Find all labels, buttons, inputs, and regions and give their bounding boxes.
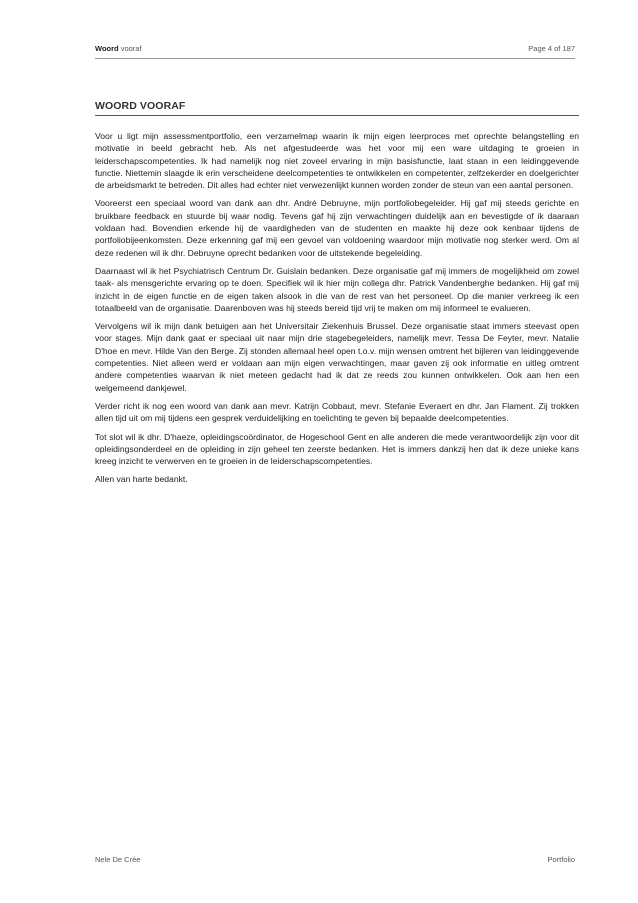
running-title-bold: Woord xyxy=(95,44,119,53)
page-number: Page 4 of 187 xyxy=(528,44,575,53)
paragraph-4: Vervolgens wil ik mijn dank betuigen aan het Universitair Ziekenhuis Brussel. Deze organisatie staat immers steevast open voor stages. Mijn dank gaat er speciaal uit naar mijn drie stagebegeleiders, namelijk mevr. Tessa De Feyter, mevr. Natalie D'hoe en mevr. Hilde Van den Berge. Zij stonden allemaal heel open t.o.v. mijn wensen omtrent het bijleren van leidinggevende competenties. Niet alleen werd er voldaan aan mijn eigen verwachtingen, maar gaven zij ook informatie en uitleg omtrent andere competenties waarvan ik niet meteen gedacht had ik dat ze reeds zou kunnen ontwikkelen. Ook aan hen een welgemeend dankjewel. xyxy=(95,321,579,393)
page-footer xyxy=(95,855,575,867)
paragraph-3: Daarnaast wil ik het Psychiatrisch Centrum Dr. Guislain bedanken. Deze organisatie gaf mij immers de mogelijkheid om zowel taak- als mensgerichte ervaring op te doen. Specifiek wil ik hier mijn collega dhr. Patrick Vandenberghe bedanken. Hij gaf mij inzicht in de eigen functie en de eigen taken alsook in die van de rest van het personeel. Op die manier verkreeg ik een totaalbeeld van de organisatie. Daarenboven was hij steeds bereid tijd vrij te maken om mij informeel te evalueren. xyxy=(95,265,579,313)
paragraph-5: Verder richt ik nog een woord van dank aan mevr. Katrijn Cobbaut, mevr. Stefanie Everaert en dhr. Jan Flament. Zij trokken allen tijd uit om mij tijdens een gesprek verduidelijking en toelichting te geven bij bepaalde deelcompetenties. xyxy=(95,400,579,424)
section-title: WOORD VOORAF xyxy=(95,100,579,116)
header-divider xyxy=(95,58,575,59)
footer-author: Nele De Crée xyxy=(95,855,141,864)
page-header xyxy=(95,44,575,58)
paragraph-7: Allen van harte bedankt. xyxy=(95,474,188,485)
running-title xyxy=(95,44,142,53)
paragraph-1: Voor u ligt mijn assessmentportfolio, een verzamelmap waarin ik mijn eigen leerproces met oprechte belangstelling en motivatie in beeld gebracht heb. Als net afgestudeerde was het voor mij een ware uitdaging te groeien in leiderschapscompetenties. Ik had namelijk nog niet zoveel ervaring in mijn basisfunctie, laat staan in een leidinggevende functie. Niettemin slaagde ik erin verscheidene deelcompetenties te ontwikkelen en competenter, zelfzekerder en doelgerichter de arbeidsmarkt te betreden. Dit alles had echter niet verwezenlijkt kunnen worden zonder de steun van een aantal personen. xyxy=(95,131,579,191)
paragraph-6: Tot slot wil ik dhr. D'haeze, opleidingscoördinator, de Hogeschool Gent en alle anderen die mede verantwoordelijk zijn voor dit opleidingsonderdeel en de opleiding in zijn geheel ten zeerste bedanken. Het is immers dankzij hen dat ik deze unieke kans kreeg inzicht te verwerven en te groeien in de leiderschapscompetenties. xyxy=(95,431,579,467)
section-body xyxy=(95,130,579,492)
running-title-rest: vooraf xyxy=(118,44,142,53)
paragraph-2: Vooreerst een speciaal woord van dank aan dhr. André Debruyne, mijn portfoliobegeleider. Hij gaf mij steeds gerichte en bruikbare feedback en stuurde bij waar nodig. Tevens gaf hij zijn verwachtingen duidelijk aan en bevestigde of ik daaraan voldaan had. Bovendien erkende hij de vaardigheden van de studenten en maakte hij deze ook kenbaar tijdens de portfoliobijeenkomsten. Deze erkenning gaf mij een gevoel van voldoening waardoor mijn motivatie nog sterker werd. Om al deze redenen wil ik dhr. Debruyne oprecht bedanken voor de uitstekende begeleiding. xyxy=(95,198,579,258)
footer-label: Portfolio xyxy=(547,855,575,864)
